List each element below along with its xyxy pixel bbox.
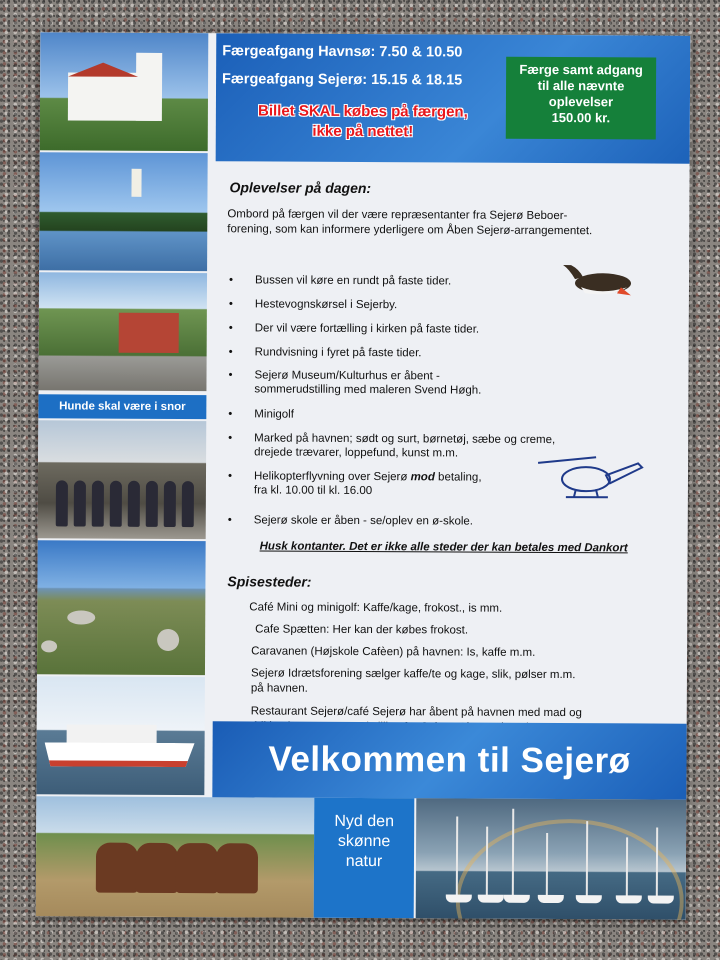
activities-heading: Oplevelser på dagen:	[229, 179, 372, 197]
list-item: • Hestevognskørsel i Sejerby.	[229, 297, 585, 313]
dining-item: Café Mini og minigolf: Kaffe/kage, frokost., is mm.	[249, 601, 503, 615]
group-photo	[38, 420, 207, 539]
list-item: • Helikopterflyvning over Sejerø mod betaling, fra kl. 10.00 til kl. 16.00	[228, 469, 584, 499]
photo-column	[36, 32, 209, 917]
dining-item: Sejerø Idrætsforening sælger kaffe/te og kage, slik, pølser m.m. på havnen.	[250, 667, 576, 695]
guillemot-bird-icon	[561, 247, 637, 307]
welcome-banner: Velkommen til Sejerø	[212, 721, 686, 799]
ferry-sejero: Færgeafgang Sejerø: 15.15 & 18.15	[222, 71, 463, 89]
ticket-notice: Billet SKAL købes på færgen, ikke på nettet!	[257, 102, 468, 141]
list-item: • Rundvisning i fyret på faste tider.	[229, 345, 585, 361]
coast-stones-photo	[37, 540, 206, 675]
dining-item: Cafe Spætten: Her kan der købes frokost.	[255, 623, 469, 637]
cash-warning: Husk kontanter. Det er ikke alle steder der kan betales med Dankort	[259, 540, 628, 555]
lighthouse-photo	[39, 152, 208, 271]
dogs-leash-label: Hunde skal være i snor	[38, 394, 206, 419]
dining-heading: Spisesteder:	[227, 573, 312, 590]
church-photo	[40, 32, 209, 151]
list-item: • Minigolf	[228, 407, 584, 423]
ferry-photo	[36, 676, 205, 795]
ferry-header	[216, 33, 691, 163]
price-box: Færge samt adgang til alle nævnte oplevelser 150.00 kr.	[506, 57, 656, 140]
list-item: • Marked på havnen; sødt og surt, børnetøj, sæbe og creme, drejede trævarer, loppefund, kunst m.m.	[228, 431, 584, 461]
harbor-rainbow-photo	[416, 798, 687, 919]
horse-carriage-photo	[36, 796, 315, 917]
list-item: • Sejerø Museum/Kulturhus er åbent - sommerudstilling med maleren Svend Høgh.	[228, 368, 584, 398]
helicopter-icon	[536, 449, 646, 510]
ferry-havnso: Færgeafgang Havnsø: 7.50 & 10.50	[222, 43, 463, 61]
list-item: • Bussen vil køre en rundt på faste tider.	[229, 273, 585, 289]
activities-intro: Ombord på færgen vil der være repræsentanter fra Sejerø Beboer- forening, som kan informere yderligere om Åben Sejerø-arrangementet.	[227, 208, 593, 238]
flyer	[36, 32, 691, 919]
village-street-photo	[38, 272, 207, 391]
dining-item: Restaurant Sejerø/café Sejerø har åbent på havnen med mad og	[250, 705, 582, 720]
list-item: • Der vil være fortælling i kirken på faste tider.	[229, 321, 585, 337]
dining-item: Caravanen (Højskole Cafèen) på havnen: Is, kaffe m.m.	[251, 645, 536, 659]
list-item: • Sejerø skole er åben - se/oplev en ø-skole.	[228, 513, 584, 529]
flyer-body	[213, 161, 690, 723]
enjoy-nature-box: Nyd den skønne natur	[314, 798, 415, 919]
